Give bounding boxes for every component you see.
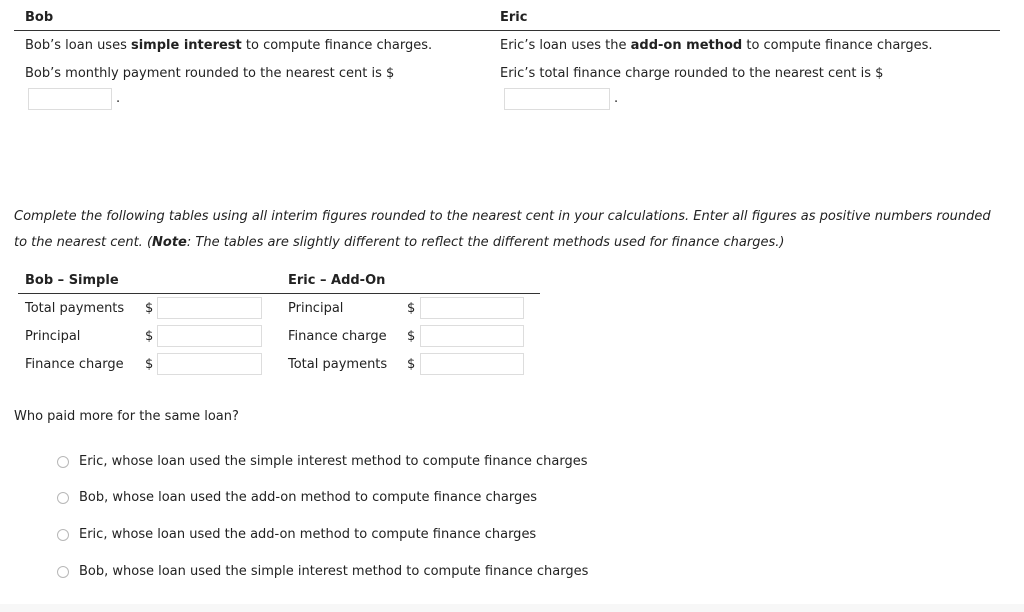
instructions-note-label: Note xyxy=(152,235,187,250)
bob-total-payments-input[interactable] xyxy=(157,297,262,319)
option-label-4[interactable]: Bob, whose loan used the simple interest method to compute finance charges xyxy=(79,564,589,579)
eric-table-row-label: Principal xyxy=(288,301,344,316)
bob-table-row-currency: $ xyxy=(145,301,154,316)
instructions xyxy=(14,204,1004,256)
bob-principal-input[interactable] xyxy=(157,325,262,347)
instructions-part1: Complete the following tables using all interim figures rounded to the nearest cent in your calculations. Enter all figures as positive numbers rounded to the nearest cent. ( xyxy=(14,209,991,250)
eric-table-title: Eric – Add-On xyxy=(288,273,386,288)
bob-table-row-label: Finance charge xyxy=(25,357,124,372)
eric-table-row-label: Total payments xyxy=(288,357,388,372)
eric-loan-suffix: to compute finance charges. xyxy=(742,38,933,53)
instructions-part2: : The tables are slightly different to reflect the different methods used for finance charges.) xyxy=(186,235,785,250)
question-text: Who paid more for the same loan? xyxy=(14,409,239,424)
eric-loan-method: add-on method xyxy=(630,38,743,53)
option-label-3[interactable]: Eric, whose loan used the add-on method to compute finance charges xyxy=(79,527,537,542)
eric-finance-charge-table-input[interactable] xyxy=(420,325,524,347)
bob-loan-suffix: to compute finance charges. xyxy=(241,38,433,53)
header-rule xyxy=(14,30,1000,31)
bob-payment-period: . xyxy=(116,91,121,106)
eric-heading: Eric xyxy=(500,10,528,25)
bob-loan-description xyxy=(25,38,432,53)
option-label-2[interactable]: Bob, whose loan used the add-on method to compute finance charges xyxy=(79,490,538,505)
bob-table-row-label: Total payments xyxy=(25,301,125,316)
tables-rule xyxy=(18,293,540,294)
bob-finance-charge-input[interactable] xyxy=(157,353,262,375)
bob-heading: Bob xyxy=(25,10,54,25)
eric-table-row-currency: $ xyxy=(407,301,416,316)
bob-table-title: Bob – Simple xyxy=(25,273,119,288)
footer-band xyxy=(0,604,1024,612)
eric-total-payments-input[interactable] xyxy=(420,353,524,375)
eric-table-row-currency: $ xyxy=(407,357,416,372)
radio-option-3[interactable] xyxy=(57,529,69,541)
radio-option-4[interactable] xyxy=(57,566,69,578)
bob-payment-prompt: Bob’s monthly payment rounded to the nearest cent is $ xyxy=(25,66,395,81)
eric-finance-charge-input[interactable] xyxy=(504,88,610,110)
eric-table-row-currency: $ xyxy=(407,329,416,344)
bob-monthly-payment-input[interactable] xyxy=(28,88,112,110)
eric-loan-prefix: Eric’s loan uses the xyxy=(500,38,631,53)
eric-finance-prompt: Eric’s total finance charge rounded to the nearest cent is $ xyxy=(500,66,884,81)
bob-table-row-currency: $ xyxy=(145,329,154,344)
radio-option-2[interactable] xyxy=(57,492,69,504)
bob-loan-method: simple interest xyxy=(130,38,242,53)
eric-principal-input[interactable] xyxy=(420,297,524,319)
eric-finance-period: . xyxy=(614,91,619,106)
bob-table-row-label: Principal xyxy=(25,329,81,344)
radio-option-1[interactable] xyxy=(57,456,69,468)
eric-table-row-label: Finance charge xyxy=(288,329,387,344)
bob-table-row-currency: $ xyxy=(145,357,154,372)
eric-loan-description xyxy=(500,38,933,53)
option-label-1[interactable]: Eric, whose loan used the simple interest method to compute finance charges xyxy=(79,454,588,469)
bob-loan-prefix: Bob’s loan uses xyxy=(25,38,131,53)
